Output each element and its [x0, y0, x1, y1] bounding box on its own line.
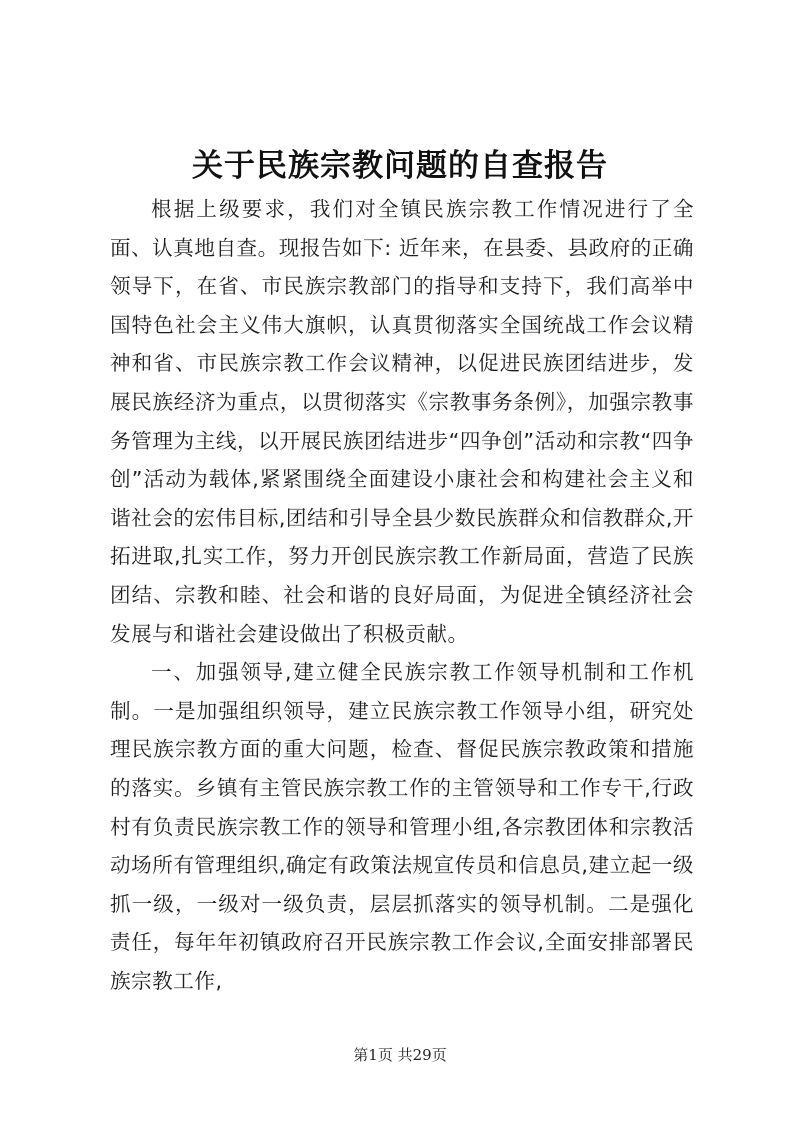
paragraph-intro: 根据上级要求，我们对全镇民族宗教工作情况进行了全面、认真地自查。现报告如下: 近年来，在县委、县政府的正确领导下，在省、市民族宗教部门的指导和支持下，我们高举中国特色社会主义伟大旗帜，认真贯彻落实全国统战工作会议精神和省、市民族宗教工作会议精神，以促进民族团结进步，发展民族经济为重点，以贯彻落实《宗教事务条例》，加强宗教事务管理为主线，以开展民族团结进步“四争创”活动和宗教“四争创”活动为载体,紧紧围绕全面建设小康社会和构建社会主义和谐社会的宏伟目标,团结和引导全县少数民族群众和信教群众,开拓进取,扎实工作，努力开创民族宗教工作新局面，营造了民族团结、宗教和睦、社会和谐的良好局面，为促进全镇经济社会发展与和谐社会建设做出了积极贡献。 [110, 197, 695, 646]
document-title: 关于民族宗教问题的自查报告 [192, 148, 608, 184]
document-body [110, 190, 694, 1000]
paragraph-section-one: 一、加强领导,建立健全民族宗教工作领导机制和工作机制。一是加强组织领导，建立民族宗教工作领导小组，研究处理民族宗教方面的重大问题，检查、督促民族宗教政策和措施的落实。乡镇有主管民族宗教工作的主管领导和工作专干,行政村有负责民族宗教工作的领导和管理小组,各宗教团体和宗教活动场所有管理组织,确定有政策法规宣传员和信息员,建立起一级抓一级，一级对一级负责，层层抓落实的领导机制。二是强化责任，每年年初镇政府召开民族宗教工作会议,全面安排部署民族宗教工作, [110, 660, 694, 993]
page-number-footer: 第1页 共29页 [353, 1046, 447, 1064]
